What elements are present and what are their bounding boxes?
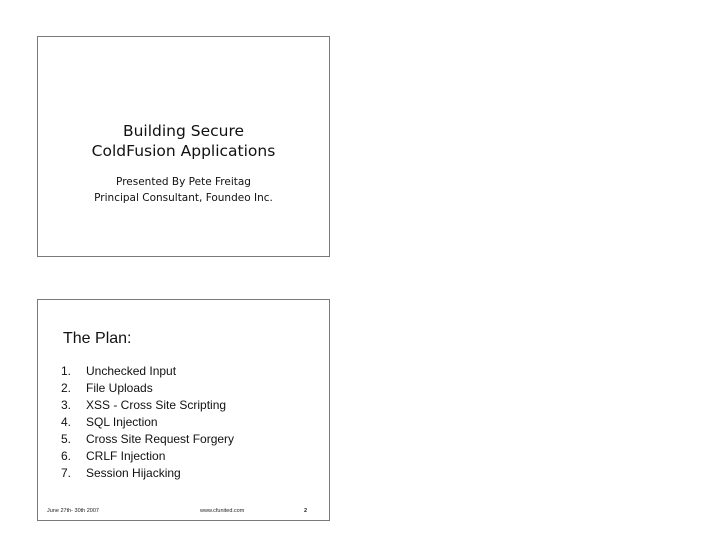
agenda-item-number: 1. [61,364,72,378]
agenda-item-label: CRLF Injection [86,449,166,463]
page-number: 2 [304,508,308,514]
agenda-item-label: File Uploads [86,381,153,395]
agenda-item-label: XSS - Cross Site Scripting [86,398,227,412]
agenda-heading: The Plan: [63,330,132,347]
agenda-slide [37,299,330,521]
agenda-item-number: 4. [61,415,72,429]
agenda-item [61,380,234,397]
slide-title-line: Building Secure [122,122,245,140]
agenda-list [61,363,234,482]
agenda-item-number: 6. [61,449,72,463]
agenda-item [61,363,234,380]
slide-title [38,121,329,161]
agenda-item-label: Cross Site Request Forgery [86,432,235,446]
agenda-item-label: Session Hijacking [86,466,181,480]
presenter-name: Presented By Pete Freitag [116,176,251,188]
agenda-item [61,397,234,414]
agenda-item [61,414,234,431]
slide-footer [38,507,329,515]
presenter-role: Principal Consultant, Foundeo Inc. [94,192,273,204]
agenda-item-label: Unchecked Input [86,364,177,378]
agenda-item-label: SQL Injection [86,415,158,429]
footer-date: June 27th- 30th 2007 [47,508,99,514]
title-slide [37,36,330,257]
agenda-item-number: 2. [61,381,72,395]
agenda-item-number: 7. [61,466,72,480]
agenda-item-number: 3. [61,398,72,412]
agenda-item [61,431,234,448]
slide-title-line: ColdFusion Applications [91,142,276,160]
agenda-item [61,448,234,465]
agenda-item [61,465,234,482]
footer-website: www.cfunited.com [200,508,245,514]
agenda-item-number: 5. [61,432,72,446]
presenter-info [38,174,329,206]
